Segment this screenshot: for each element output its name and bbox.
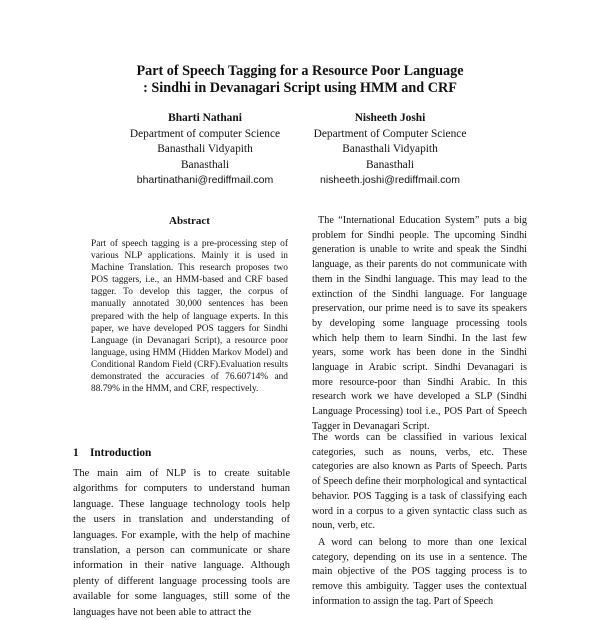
author-institution: Banasthali Vidyapith	[342, 143, 438, 155]
author-email: bhartinathani@rediffmail.com	[136, 174, 274, 186]
author-place: Banasthali	[365, 158, 415, 171]
author-name: Bharti Nathani	[168, 112, 242, 124]
right-column-paragraph-3: A word can belong to more than one lexical category, depending on its use in a sentence. The main objective of the POS tagging process is to remove this ambiguity. Tagger uses the contextual information to assign the tag. Part of Speech	[312, 537, 527, 607]
abstract-text: Part of speech tagging is a pre-processing step of various NLP applications. Mainly it is used in Machine Translation. This research proposes two POS taggers, i.e., an HMM-based and CRF based tagger. To develop this tagger, the corpus of manually annotated 30,000 sentences has been prepared with the help of language experts. In this paper, we have developed POS taggers for Sindhi Language (in Devanagari Script), a resource poor language, using HMM (Hidden Markov Model) and Conditional Random Field (CRF).Evaluation results demonstrated the accuracies of 76.60714% and 88.79% in the HMM, and CRF, respectively.	[91, 239, 288, 395]
author-department: Department of computer Science	[129, 127, 281, 140]
author-department: Department of Computer Science	[313, 127, 467, 140]
author-name: Nisheeth Joshi	[354, 112, 426, 124]
section-number: 1	[73, 447, 79, 459]
author-email: nisheeth.joshi@rediffmail.com	[319, 174, 461, 186]
author-block-2	[295, 111, 485, 189]
section-title: Introduction	[90, 447, 152, 459]
author-block-1	[110, 111, 300, 189]
section-heading-introduction	[73, 447, 151, 459]
paper-title-line-1: Part of Speech Tagging for a Resource Poor Language	[136, 63, 464, 79]
introduction-paragraph: The main aim of NLP is to create suitable algorithms for computers to understand human language. These language technology tools help the users in translation and understanding of languages. For example, with the help of machine translation, a person can communicate or share information in their native language. Although plenty of different language processing tools are available for some languages, still some of the languages have not been able to attract the	[73, 468, 290, 618]
paper-title-line-2: : Sindhi in Devanagari Script using HMM and CRF	[143, 80, 457, 96]
right-column-paragraph-1: The “International Education System” puts a big problem for Sindhi people. The upcoming Sindhi generation is unable to write and speak the Sindhi language, as their parents do not communicate with them in the Sindhi language. This may lead to the extinction of the Sindhi language. For language preservation, our prime need is to save its speakers by developing some language processing tools which help them to learn Sindhi. In the last few years, some work has been done in the Sindhi language in Arabic script. Sindhi Devanagari is more resource-poor than Sindhi Arabic. In this research work we have developed a SLP (Sindhi Language Processing) tool i.e., POS Part of Speech Tagger in Devanagari Script.	[312, 215, 527, 432]
author-place: Banasthali	[180, 158, 230, 171]
author-institution: Banasthali Vidyapith	[157, 143, 253, 155]
abstract-heading: Abstract	[169, 215, 210, 227]
right-column-paragraph-2: The words can be classified in various lexical categories, such as nouns, verbs, etc. These categories are also known as Parts of Speech. Parts of Speech define their morphological and syntactical behavior. POS Tagging is a task of classifying each word in a corpus to a given syntactic class such as noun, verb, etc.	[312, 432, 527, 532]
